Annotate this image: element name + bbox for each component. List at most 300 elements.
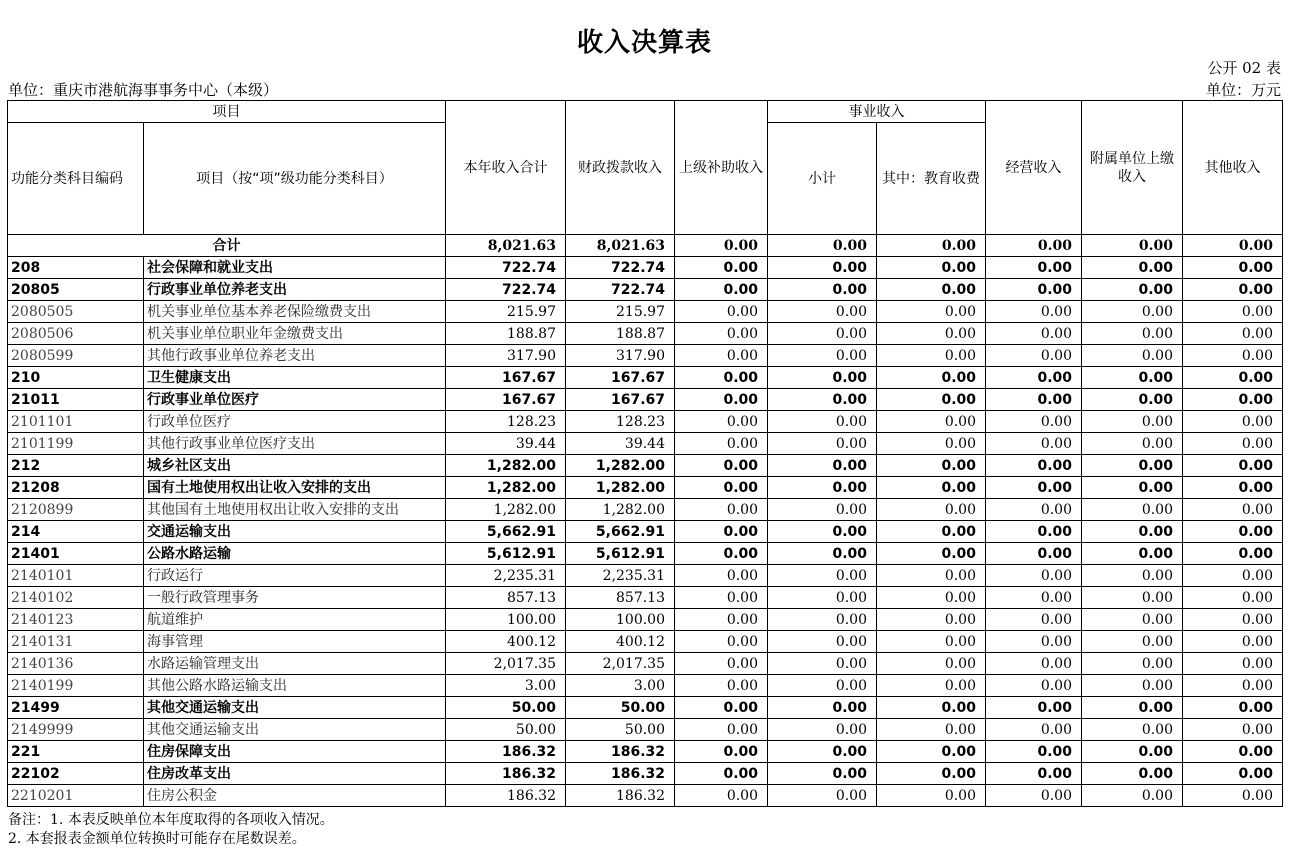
cell: 0.00 bbox=[1082, 323, 1183, 345]
cell: 0.00 bbox=[986, 565, 1082, 587]
cell: 0.00 bbox=[675, 345, 768, 367]
cell: 0.00 bbox=[1082, 785, 1183, 807]
header-affiliate: 附属单位上缴收入 bbox=[1082, 101, 1183, 235]
cell: 0.00 bbox=[768, 697, 877, 719]
row-code: 20805 bbox=[8, 279, 144, 301]
note-line: 备注：1. 本表反映单位本年度取得的各项收入情况。 bbox=[8, 812, 334, 828]
cell: 0.00 bbox=[768, 653, 877, 675]
row-code: 2140131 bbox=[8, 631, 144, 653]
cell: 0.00 bbox=[1183, 785, 1283, 807]
cell: 0.00 bbox=[675, 543, 768, 565]
row-name: 城乡社区支出 bbox=[144, 455, 446, 477]
table-row bbox=[8, 565, 1283, 587]
table-row bbox=[8, 455, 1283, 477]
cell: 186.32 bbox=[566, 763, 675, 785]
cell: 0.00 bbox=[877, 785, 986, 807]
cell: 0.00 bbox=[768, 367, 877, 389]
cell: 0.00 bbox=[675, 763, 768, 785]
cell: 0.00 bbox=[877, 631, 986, 653]
row-code: 21011 bbox=[8, 389, 144, 411]
cell: 0.00 bbox=[1082, 455, 1183, 477]
cell: 0.00 bbox=[675, 653, 768, 675]
cell: 0.00 bbox=[1082, 565, 1183, 587]
row-code: 210 bbox=[8, 367, 144, 389]
row-code: 2140136 bbox=[8, 653, 144, 675]
cell: 0.00 bbox=[675, 741, 768, 763]
cell: 0.00 bbox=[986, 675, 1082, 697]
row-code: 2140199 bbox=[8, 675, 144, 697]
header-edu: 其中：教育收费 bbox=[877, 123, 986, 235]
cell: 2,017.35 bbox=[566, 653, 675, 675]
cell: 0.00 bbox=[1082, 345, 1183, 367]
cell: 0.00 bbox=[877, 499, 986, 521]
table-row bbox=[8, 587, 1283, 609]
cell: 3.00 bbox=[566, 675, 675, 697]
cell: 0.00 bbox=[986, 389, 1082, 411]
cell: 0.00 bbox=[986, 279, 1082, 301]
cell: 0.00 bbox=[1082, 279, 1183, 301]
cell: 0.00 bbox=[877, 565, 986, 587]
cell: 0.00 bbox=[877, 323, 986, 345]
table-row bbox=[8, 697, 1283, 719]
table-row bbox=[8, 741, 1283, 763]
cell: 0.00 bbox=[877, 609, 986, 631]
cell: 0.00 bbox=[1082, 675, 1183, 697]
cell: 400.12 bbox=[566, 631, 675, 653]
cell: 0.00 bbox=[986, 609, 1082, 631]
cell: 0.00 bbox=[675, 301, 768, 323]
cell: 0.00 bbox=[877, 301, 986, 323]
header-career: 事业收入 bbox=[768, 101, 986, 123]
cell: 1,282.00 bbox=[566, 499, 675, 521]
row-name: 其他交通运输支出 bbox=[144, 719, 446, 741]
cell: 0.00 bbox=[1183, 631, 1283, 653]
cell: 167.67 bbox=[446, 389, 566, 411]
cell: 39.44 bbox=[566, 433, 675, 455]
cell: 167.67 bbox=[446, 367, 566, 389]
row-code: 2101199 bbox=[8, 433, 144, 455]
cell: 0.00 bbox=[986, 235, 1082, 257]
income-table bbox=[7, 100, 1283, 807]
table-row bbox=[8, 345, 1283, 367]
cell: 0.00 bbox=[1082, 609, 1183, 631]
cell: 0.00 bbox=[986, 257, 1082, 279]
cell: 0.00 bbox=[675, 367, 768, 389]
cell: 0.00 bbox=[1183, 235, 1283, 257]
row-name: 行政运行 bbox=[144, 565, 446, 587]
cell: 5,662.91 bbox=[566, 521, 675, 543]
cell: 0.00 bbox=[1183, 697, 1283, 719]
row-code: 212 bbox=[8, 455, 144, 477]
row-name: 机关事业单位基本养老保险缴费支出 bbox=[144, 301, 446, 323]
cell: 0.00 bbox=[986, 543, 1082, 565]
cell: 8,021.63 bbox=[566, 235, 675, 257]
table-row bbox=[8, 521, 1283, 543]
cell: 0.00 bbox=[1183, 763, 1283, 785]
cell: 0.00 bbox=[1082, 411, 1183, 433]
cell: 3.00 bbox=[446, 675, 566, 697]
table-row bbox=[8, 323, 1283, 345]
cell: 0.00 bbox=[1183, 543, 1283, 565]
cell: 128.23 bbox=[446, 411, 566, 433]
reporting-unit: 单位：重庆市港航海事事务中心（本级） bbox=[8, 81, 279, 99]
cell: 0.00 bbox=[1082, 301, 1183, 323]
cell: 0.00 bbox=[986, 433, 1082, 455]
cell: 0.00 bbox=[768, 411, 877, 433]
cell: 0.00 bbox=[768, 499, 877, 521]
cell: 0.00 bbox=[675, 477, 768, 499]
header-superior: 上级补助收入 bbox=[675, 101, 768, 235]
cell: 186.32 bbox=[446, 763, 566, 785]
cell: 0.00 bbox=[675, 499, 768, 521]
cell: 0.00 bbox=[768, 741, 877, 763]
cell: 0.00 bbox=[768, 609, 877, 631]
cell: 186.32 bbox=[446, 785, 566, 807]
cell: 0.00 bbox=[877, 697, 986, 719]
cell: 0.00 bbox=[877, 521, 986, 543]
cell: 100.00 bbox=[446, 609, 566, 631]
table-row bbox=[8, 477, 1283, 499]
cell: 0.00 bbox=[1183, 719, 1283, 741]
row-name: 其他国有土地使用权出让收入安排的支出 bbox=[144, 499, 446, 521]
cell: 0.00 bbox=[986, 499, 1082, 521]
cell: 0.00 bbox=[877, 367, 986, 389]
cell: 1,282.00 bbox=[566, 477, 675, 499]
cell: 39.44 bbox=[446, 433, 566, 455]
cell: 0.00 bbox=[1082, 433, 1183, 455]
cell: 0.00 bbox=[675, 785, 768, 807]
row-name: 公路水路运输 bbox=[144, 543, 446, 565]
cell: 0.00 bbox=[986, 367, 1082, 389]
cell: 0.00 bbox=[675, 587, 768, 609]
table-row bbox=[8, 389, 1283, 411]
cell: 0.00 bbox=[877, 433, 986, 455]
cell: 1,282.00 bbox=[566, 455, 675, 477]
cell: 0.00 bbox=[675, 389, 768, 411]
cell: 0.00 bbox=[1082, 367, 1183, 389]
cell: 722.74 bbox=[446, 257, 566, 279]
cell: 186.32 bbox=[566, 741, 675, 763]
row-name: 国有土地使用权出让收入安排的支出 bbox=[144, 477, 446, 499]
cell: 0.00 bbox=[1082, 741, 1183, 763]
cell: 0.00 bbox=[1183, 411, 1283, 433]
row-code: 2080599 bbox=[8, 345, 144, 367]
cell: 0.00 bbox=[675, 323, 768, 345]
cell: 5,612.91 bbox=[446, 543, 566, 565]
cell: 0.00 bbox=[986, 785, 1082, 807]
total-label: 合计 bbox=[8, 235, 446, 257]
cell: 0.00 bbox=[1183, 301, 1283, 323]
cell: 317.90 bbox=[566, 345, 675, 367]
cell: 0.00 bbox=[986, 763, 1082, 785]
cell: 0.00 bbox=[986, 323, 1082, 345]
cell: 0.00 bbox=[1183, 653, 1283, 675]
table-row bbox=[8, 719, 1283, 741]
table-row bbox=[8, 763, 1283, 785]
row-name: 行政单位医疗 bbox=[144, 411, 446, 433]
cell: 0.00 bbox=[1183, 367, 1283, 389]
table-row bbox=[8, 653, 1283, 675]
cell: 0.00 bbox=[768, 389, 877, 411]
cell: 0.00 bbox=[675, 631, 768, 653]
cell: 0.00 bbox=[1082, 543, 1183, 565]
header-business: 经营收入 bbox=[986, 101, 1082, 235]
cell: 0.00 bbox=[877, 477, 986, 499]
cell: 0.00 bbox=[986, 587, 1082, 609]
row-code: 2120899 bbox=[8, 499, 144, 521]
table-row bbox=[8, 411, 1283, 433]
cell: 0.00 bbox=[675, 433, 768, 455]
cell: 0.00 bbox=[675, 719, 768, 741]
cell: 0.00 bbox=[675, 455, 768, 477]
cell: 0.00 bbox=[986, 345, 1082, 367]
cell: 0.00 bbox=[768, 565, 877, 587]
row-code: 21208 bbox=[8, 477, 144, 499]
cell: 0.00 bbox=[986, 653, 1082, 675]
row-name: 机关事业单位职业年金缴费支出 bbox=[144, 323, 446, 345]
row-code: 221 bbox=[8, 741, 144, 763]
header-other: 其他收入 bbox=[1183, 101, 1283, 235]
row-code: 2149999 bbox=[8, 719, 144, 741]
cell: 0.00 bbox=[1082, 521, 1183, 543]
row-name: 一般行政管理事务 bbox=[144, 587, 446, 609]
cell: 0.00 bbox=[1183, 609, 1283, 631]
row-name: 水路运输管理支出 bbox=[144, 653, 446, 675]
row-code: 2080506 bbox=[8, 323, 144, 345]
table-row bbox=[8, 499, 1283, 521]
cell: 0.00 bbox=[1082, 257, 1183, 279]
cell: 0.00 bbox=[1183, 675, 1283, 697]
cell: 2,017.35 bbox=[446, 653, 566, 675]
header-fiscal: 财政拨款收入 bbox=[566, 101, 675, 235]
row-code: 2140123 bbox=[8, 609, 144, 631]
cell: 0.00 bbox=[768, 785, 877, 807]
cell: 0.00 bbox=[768, 235, 877, 257]
cell: 0.00 bbox=[675, 697, 768, 719]
header-total: 本年收入合计 bbox=[446, 101, 566, 235]
cell: 50.00 bbox=[566, 719, 675, 741]
cell: 0.00 bbox=[768, 543, 877, 565]
cell: 50.00 bbox=[446, 719, 566, 741]
row-name: 海事管理 bbox=[144, 631, 446, 653]
table-row bbox=[8, 609, 1283, 631]
cell: 188.87 bbox=[446, 323, 566, 345]
row-name: 卫生健康支出 bbox=[144, 367, 446, 389]
cell: 5,612.91 bbox=[566, 543, 675, 565]
table-row bbox=[8, 279, 1283, 301]
cell: 0.00 bbox=[1183, 389, 1283, 411]
cell: 2,235.31 bbox=[566, 565, 675, 587]
row-name: 行政事业单位养老支出 bbox=[144, 279, 446, 301]
cell: 722.74 bbox=[446, 279, 566, 301]
cell: 0.00 bbox=[768, 455, 877, 477]
cell: 0.00 bbox=[877, 257, 986, 279]
header-subtotal: 小计 bbox=[768, 123, 877, 235]
cell: 0.00 bbox=[768, 587, 877, 609]
table-row bbox=[8, 785, 1283, 807]
table-row bbox=[8, 301, 1283, 323]
currency-unit: 单位：万元 bbox=[1205, 81, 1281, 99]
cell: 0.00 bbox=[768, 675, 877, 697]
cell: 0.00 bbox=[877, 345, 986, 367]
row-code: 214 bbox=[8, 521, 144, 543]
cell: 0.00 bbox=[675, 609, 768, 631]
cell: 0.00 bbox=[768, 279, 877, 301]
cell: 0.00 bbox=[1183, 477, 1283, 499]
cell: 167.67 bbox=[566, 367, 675, 389]
cell: 722.74 bbox=[566, 279, 675, 301]
table-row bbox=[8, 631, 1283, 653]
row-name: 其他行政事业单位养老支出 bbox=[144, 345, 446, 367]
cell: 0.00 bbox=[877, 235, 986, 257]
cell: 1,282.00 bbox=[446, 499, 566, 521]
cell: 0.00 bbox=[1183, 433, 1283, 455]
note-line: 2. 本套报表金额单位转换时可能存在尾数误差。 bbox=[8, 831, 306, 847]
cell: 0.00 bbox=[768, 323, 877, 345]
cell: 100.00 bbox=[566, 609, 675, 631]
cell: 0.00 bbox=[1082, 631, 1183, 653]
cell: 0.00 bbox=[1082, 477, 1183, 499]
cell: 857.13 bbox=[446, 587, 566, 609]
cell: 0.00 bbox=[1082, 697, 1183, 719]
cell: 0.00 bbox=[1183, 741, 1283, 763]
row-code: 208 bbox=[8, 257, 144, 279]
notes bbox=[8, 811, 334, 849]
cell: 857.13 bbox=[566, 587, 675, 609]
cell: 0.00 bbox=[1183, 521, 1283, 543]
cell: 0.00 bbox=[675, 235, 768, 257]
cell: 0.00 bbox=[1183, 565, 1283, 587]
cell: 0.00 bbox=[986, 411, 1082, 433]
row-name: 其他行政事业单位医疗支出 bbox=[144, 433, 446, 455]
cell: 1,282.00 bbox=[446, 455, 566, 477]
row-code: 22102 bbox=[8, 763, 144, 785]
cell: 50.00 bbox=[446, 697, 566, 719]
cell: 1,282.00 bbox=[446, 477, 566, 499]
cell: 317.90 bbox=[446, 345, 566, 367]
cell: 167.67 bbox=[566, 389, 675, 411]
table-row bbox=[8, 543, 1283, 565]
cell: 2,235.31 bbox=[446, 565, 566, 587]
cell: 128.23 bbox=[566, 411, 675, 433]
cell: 0.00 bbox=[877, 543, 986, 565]
cell: 0.00 bbox=[1082, 719, 1183, 741]
row-code: 2080505 bbox=[8, 301, 144, 323]
cell: 0.00 bbox=[877, 741, 986, 763]
cell: 0.00 bbox=[768, 477, 877, 499]
header-code: 功能分类科目编码 bbox=[8, 123, 144, 235]
row-name: 其他交通运输支出 bbox=[144, 697, 446, 719]
cell: 0.00 bbox=[986, 741, 1082, 763]
table-body bbox=[8, 235, 1283, 807]
cell: 188.87 bbox=[566, 323, 675, 345]
cell: 0.00 bbox=[877, 763, 986, 785]
cell: 0.00 bbox=[675, 521, 768, 543]
cell: 0.00 bbox=[1183, 323, 1283, 345]
cell: 0.00 bbox=[768, 763, 877, 785]
cell: 400.12 bbox=[446, 631, 566, 653]
cell: 0.00 bbox=[768, 345, 877, 367]
cell: 215.97 bbox=[446, 301, 566, 323]
cell: 0.00 bbox=[675, 675, 768, 697]
cell: 215.97 bbox=[566, 301, 675, 323]
table-row bbox=[8, 367, 1283, 389]
cell: 5,662.91 bbox=[446, 521, 566, 543]
cell: 0.00 bbox=[768, 521, 877, 543]
total-row bbox=[8, 235, 1283, 257]
cell: 0.00 bbox=[986, 477, 1082, 499]
cell: 0.00 bbox=[675, 257, 768, 279]
row-name: 交通运输支出 bbox=[144, 521, 446, 543]
cell: 0.00 bbox=[1082, 235, 1183, 257]
row-name: 住房改革支出 bbox=[144, 763, 446, 785]
form-number: 公开 02 表 bbox=[1207, 59, 1281, 77]
cell: 0.00 bbox=[768, 631, 877, 653]
cell: 0.00 bbox=[1082, 389, 1183, 411]
cell: 722.74 bbox=[566, 257, 675, 279]
cell: 0.00 bbox=[1183, 587, 1283, 609]
cell: 0.00 bbox=[877, 455, 986, 477]
table-row bbox=[8, 433, 1283, 455]
cell: 0.00 bbox=[1082, 653, 1183, 675]
row-code: 2101101 bbox=[8, 411, 144, 433]
cell: 0.00 bbox=[1183, 279, 1283, 301]
row-name: 航道维护 bbox=[144, 609, 446, 631]
row-code: 2140101 bbox=[8, 565, 144, 587]
cell: 0.00 bbox=[877, 587, 986, 609]
cell: 0.00 bbox=[768, 301, 877, 323]
cell: 0.00 bbox=[986, 719, 1082, 741]
cell: 0.00 bbox=[768, 433, 877, 455]
cell: 0.00 bbox=[1183, 499, 1283, 521]
cell: 0.00 bbox=[877, 653, 986, 675]
row-name: 住房保障支出 bbox=[144, 741, 446, 763]
row-name: 行政事业单位医疗 bbox=[144, 389, 446, 411]
cell: 8,021.63 bbox=[446, 235, 566, 257]
row-name: 住房公积金 bbox=[144, 785, 446, 807]
cell: 0.00 bbox=[1183, 257, 1283, 279]
cell: 0.00 bbox=[877, 719, 986, 741]
cell: 50.00 bbox=[566, 697, 675, 719]
cell: 0.00 bbox=[1183, 345, 1283, 367]
cell: 0.00 bbox=[986, 631, 1082, 653]
table-row bbox=[8, 675, 1283, 697]
cell: 0.00 bbox=[986, 455, 1082, 477]
cell: 0.00 bbox=[675, 411, 768, 433]
cell: 0.00 bbox=[1082, 587, 1183, 609]
cell: 0.00 bbox=[877, 675, 986, 697]
cell: 0.00 bbox=[986, 521, 1082, 543]
cell: 0.00 bbox=[986, 301, 1082, 323]
cell: 0.00 bbox=[1082, 499, 1183, 521]
cell: 0.00 bbox=[877, 389, 986, 411]
cell: 186.32 bbox=[566, 785, 675, 807]
row-name: 其他公路水路运输支出 bbox=[144, 675, 446, 697]
cell: 0.00 bbox=[877, 411, 986, 433]
cell: 0.00 bbox=[675, 279, 768, 301]
cell: 0.00 bbox=[768, 719, 877, 741]
table-row bbox=[8, 257, 1283, 279]
header-name: 项目（按“项”级功能分类科目） bbox=[144, 123, 446, 235]
cell: 0.00 bbox=[675, 565, 768, 587]
row-code: 21499 bbox=[8, 697, 144, 719]
header-project: 项目 bbox=[8, 101, 446, 123]
cell: 0.00 bbox=[877, 279, 986, 301]
row-code: 2210201 bbox=[8, 785, 144, 807]
cell: 0.00 bbox=[1183, 455, 1283, 477]
row-code: 2140102 bbox=[8, 587, 144, 609]
row-code: 21401 bbox=[8, 543, 144, 565]
